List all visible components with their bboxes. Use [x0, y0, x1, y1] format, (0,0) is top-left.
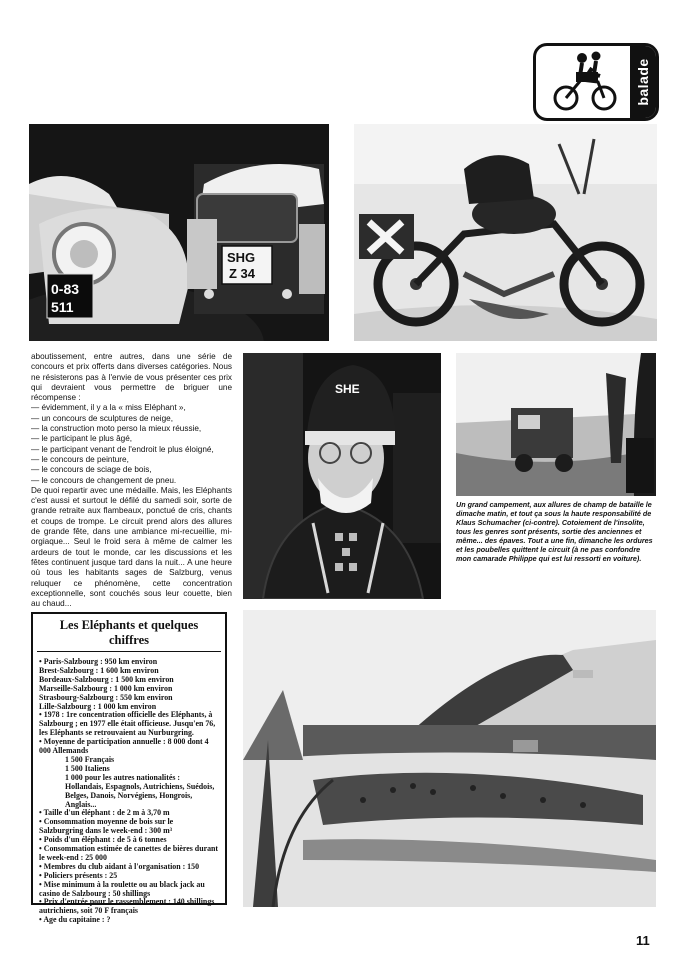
badge-tab [630, 46, 656, 118]
list-item: — un concours de sculptures de neige, [31, 414, 232, 424]
prize-list [31, 403, 232, 485]
photo-snow-field [243, 610, 656, 907]
fact-line: Bordeaux-Salzbourg : 1 500 km environ [39, 674, 174, 684]
facts-list [33, 652, 225, 925]
photo-caption: Un grand campement, aux allures de champ de bataille le dimache matin, et tout ça sous la haute responsabilité de Klaus Schumacher (ci-contre). Cotoiement de l'insolite, tous les genres sont présents, sortie des anciennes et même... des épaves. Tout a une fin, dimanche les ordures et les poubelles quittent le circuit (à ne pas confondre mon camarade Philippe qui est lui ressorti en voiture). [456, 500, 653, 563]
fact-line: • Moyenne de participation annuelle : 8 000 dont 4 000 Allemands [39, 738, 219, 756]
facts-box-title: Les Eléphants et quelques chiffres [37, 614, 221, 652]
photo-man-with-hat [243, 353, 441, 599]
plate2-text-1: SHG [227, 250, 256, 265]
list-item: — le concours de sciage de bois, [31, 465, 232, 475]
photo-motorcycle [354, 124, 657, 341]
list-item: — le concours de peinture, [31, 455, 232, 465]
facts-box [31, 612, 227, 925]
list-item: — évidemment, il y a la « miss Eléphant », [31, 403, 232, 413]
article-text [31, 352, 232, 609]
plate-text-2: 511 [51, 299, 74, 315]
fact-line: • Membres du club aidant à l'organisation : 150 [39, 863, 219, 872]
fact-line: 1 500 Français [65, 754, 115, 764]
fact-line: • Prix d'entrée pour le rassemblement : 140 shillings autrichiens, soit 70 F français [39, 898, 219, 916]
fact-line: • Consommation estimée de canettes de bières durant le week-end : 25 000 [39, 845, 219, 863]
list-item: — le participant venant de l'endroit le plus éloigné, [31, 445, 232, 455]
fact-line: Brest-Salzbourg : 1 600 km environ [39, 665, 159, 675]
fact-line: • Age du capitaine : ? [39, 916, 219, 925]
fact-line: Strasbourg-Salzbourg : 550 km environ [39, 692, 173, 702]
list-item: — le participant le plus âgé, [31, 434, 232, 444]
badge-label: balade [635, 58, 651, 106]
fact-line: • Taille d'un éléphant : de 2 m à 3,70 m [39, 809, 219, 818]
photo-truck-camp [456, 353, 656, 496]
plate2-text-2: Z 34 [229, 266, 256, 281]
fact-line: • Poids d'un éléphant : de 5 à 6 tonnes [39, 836, 219, 845]
section-badge [533, 43, 659, 121]
page-number: 11 [636, 933, 650, 948]
fact-line: Marseille-Salzbourg : 1 000 km environ [39, 683, 173, 693]
list-item: — la construction moto perso la mieux réussie, [31, 424, 232, 434]
article-intro: aboutissement, entre autres, dans une série de concours et prix offerts dans diverses catégories. Nous ne résisterons pas à l'envie de vous présenter ces prix qui devraient vous permettre de briguer une récompense : [31, 352, 232, 403]
fact-line: • Consommation moyenne de bois sur le Salzburgring dans le week-end : 300 m³ [39, 818, 219, 836]
fact-line: • Mise minimum à la roulette ou au black jack au casino de Salzbourg : 50 shillings [39, 881, 219, 899]
list-item: — le concours de changement de pneu. [31, 476, 232, 486]
fact-line: • Paris-Salzbourg : 950 km environ [39, 658, 219, 667]
plate-text-1: 0-83 [51, 281, 80, 297]
article-body: De quoi repartir avec une médaille. Mais, les Eléphants c'est aussi et surtout le défilé du samedi soir, sorte de grande retraite aux flambeaux, ponctué de cris, chants et coups de trompe. Le circuit prend alors des allures de grande fête, dans une ambiance mi-recueillie, mi-orgiaque... Seul le froid sera à même de calmer les ardeurs de tout le monde, car les discussions et les fêtes continuent jusque tard dans la nuit... A une heure où tous les habitants sages de Salzburg, venus reluquer ce phénomène, cette concentration exceptionnelle, sont couchés sous leur couette, bien au chaud... [31, 485, 232, 609]
fact-line: • Policiers présents : 25 [39, 872, 219, 881]
motorcyclists-logo-icon [536, 46, 628, 118]
fact-line: 1 500 Italiens [65, 763, 110, 773]
fact-line: • 1978 : 1re concentration officielle des Eléphants, à Salzbourg ; en 1977 elle était officieuse. Jusqu'en 76, les Eléphants se retrouvaient au Nurburgring. [39, 711, 219, 738]
photo-scooter [29, 124, 329, 341]
fact-line: 1 000 pour les autres nationalités : Hollandais, Espagnols, Autrichiens, Suédois, Belges, Danois, Norvégiens, Hongrois, Anglais... [65, 772, 215, 809]
fact-line: Lille-Salzbourg : 1 000 km environ [39, 701, 157, 711]
hat-text: SHE [335, 382, 360, 396]
